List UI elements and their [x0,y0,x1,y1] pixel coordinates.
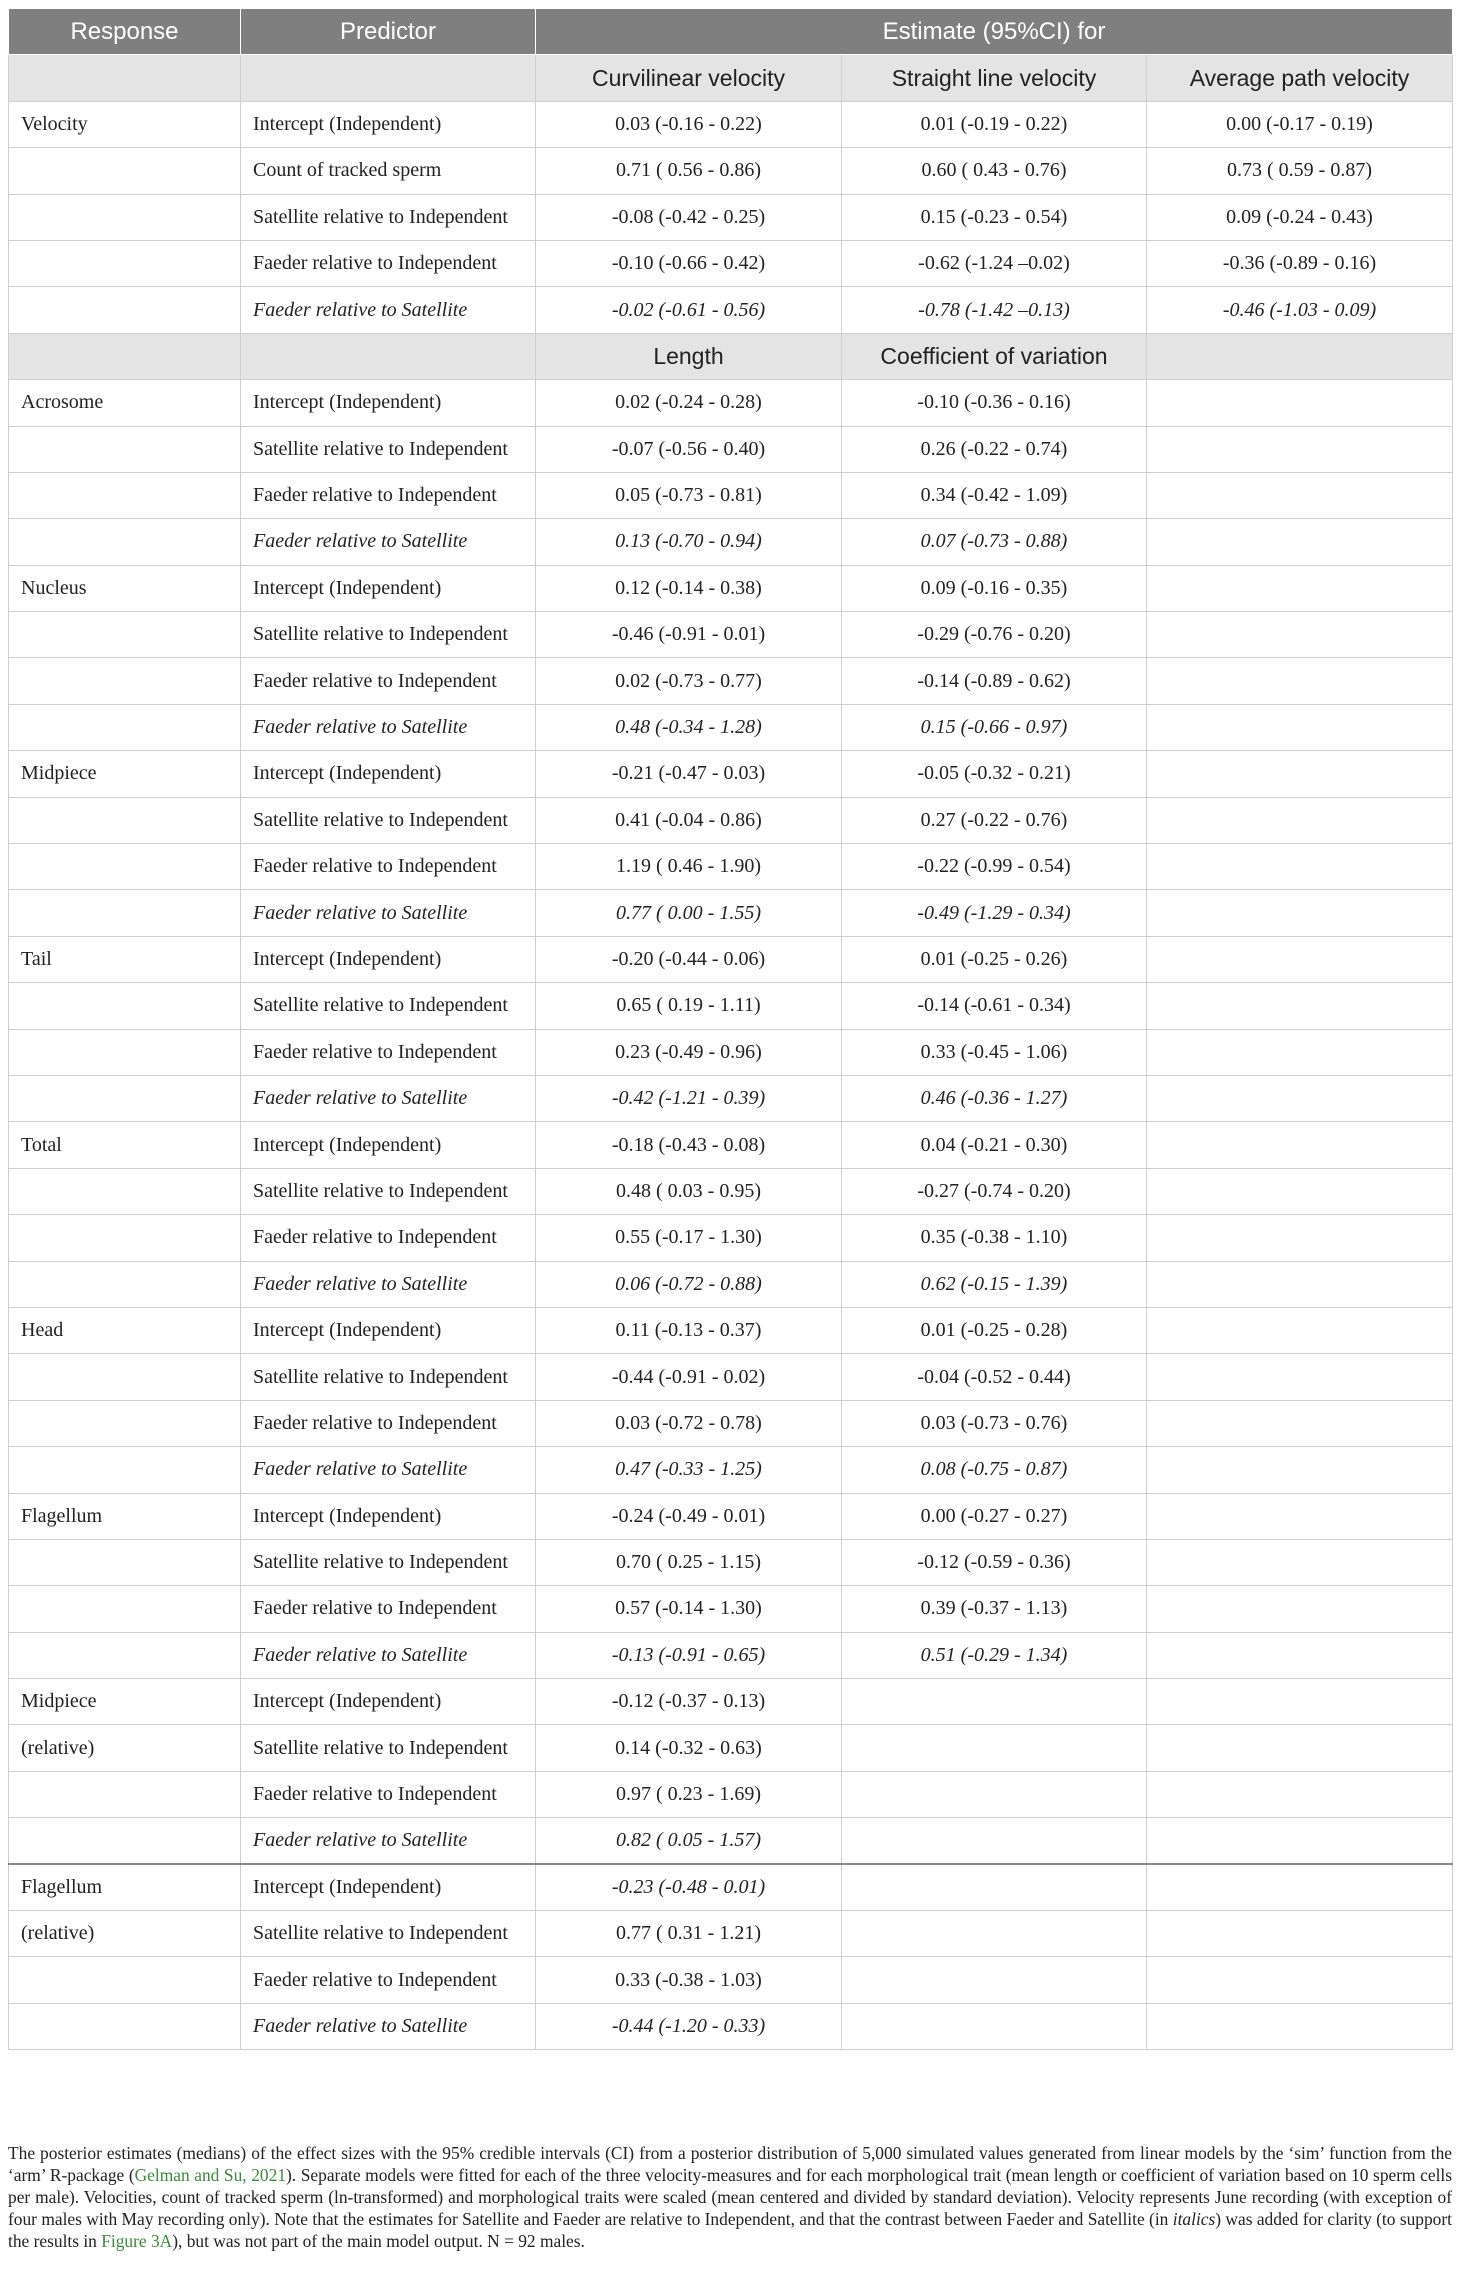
predictor-cell: Satellite relative to Independent [241,983,536,1029]
estimate-cell [1147,1539,1453,1585]
estimate-cell: 0.11 (-0.13 - 0.37) [536,1307,842,1353]
table-row [9,1354,1453,1400]
response-cell [9,983,241,1029]
estimate-cell: -0.42 (-1.21 - 0.39) [536,1075,842,1121]
subheader-measure: Coefficient of variation [842,333,1147,379]
table-row [9,1586,1453,1632]
estimate-cell [1147,565,1453,611]
estimate-cell: 0.00 (-0.27 - 0.27) [842,1493,1147,1539]
estimate-cell: 0.15 (-0.23 - 0.54) [842,194,1147,240]
estimate-cell [1147,1075,1453,1121]
predictor-cell: Intercept (Independent) [241,1307,536,1353]
table-row [9,658,1453,704]
estimate-cell: 0.01 (-0.25 - 0.26) [842,936,1147,982]
predictor-cell: Count of tracked sperm [241,148,536,194]
estimate-cell: 0.77 ( 0.00 - 1.55) [536,890,842,936]
estimate-cell [1147,1725,1453,1771]
footnote-italic-word: italics [1172,2209,1216,2229]
estimate-cell: -0.21 (-0.47 - 0.03) [536,751,842,797]
estimate-cell: 0.70 ( 0.25 - 1.15) [536,1539,842,1585]
footnote-text: ) was added for clarity (to support the results in [8,2209,1453,2251]
response-cell [9,1261,241,1307]
estimate-cell [1147,1307,1453,1353]
estimate-cell [1147,1493,1453,1539]
estimate-cell: 0.03 (-0.73 - 0.76) [842,1400,1147,1446]
table-header-row [9,9,1453,55]
predictor-cell: Faeder relative to Satellite [241,1075,536,1121]
estimate-cell [1147,426,1453,472]
estimate-cell: 0.26 (-0.22 - 0.74) [842,426,1147,472]
estimate-cell [1147,1771,1453,1817]
response-cell [9,1818,241,1864]
estimate-cell: -0.08 (-0.42 - 0.25) [536,194,842,240]
predictor-cell: Intercept (Independent) [241,1493,536,1539]
estimate-cell: 0.46 (-0.36 - 1.27) [842,1075,1147,1121]
table-row [9,1215,1453,1261]
estimate-cell: 0.27 (-0.22 - 0.76) [842,797,1147,843]
table-row [9,1122,1453,1168]
table-row [9,1400,1453,1446]
estimate-cell [1147,1400,1453,1446]
predictor-cell: Satellite relative to Independent [241,797,536,843]
table-row [9,983,1453,1029]
predictor-cell: Intercept (Independent) [241,936,536,982]
estimate-cell [842,1864,1147,1910]
estimate-cell: -0.27 (-0.74 - 0.20) [842,1168,1147,1214]
estimate-cell: -0.22 (-0.99 - 0.54) [842,844,1147,890]
table-row [9,751,1453,797]
estimate-cell [842,1725,1147,1771]
table-row [9,612,1453,658]
estimate-cell: 0.13 (-0.70 - 0.94) [536,519,842,565]
estimate-cell [1147,1215,1453,1261]
estimate-cell [1147,1168,1453,1214]
header-response: Response [9,9,241,55]
estimate-cell: -0.02 (-0.61 - 0.56) [536,287,842,333]
estimate-cell: 0.02 (-0.73 - 0.77) [536,658,842,704]
response-cell [9,1075,241,1121]
estimate-cell: 0.48 (-0.34 - 1.28) [536,704,842,750]
estimate-cell: -0.12 (-0.37 - 0.13) [536,1679,842,1725]
estimate-cell: 0.02 (-0.24 - 0.28) [536,380,842,426]
table-row [9,1632,1453,1678]
estimate-cell [1147,1261,1453,1307]
estimate-cell: 0.05 (-0.73 - 0.81) [536,472,842,518]
table-row [9,1957,1453,2003]
table-row [9,148,1453,194]
response-cell [9,287,241,333]
column-subheader-row [9,55,1453,101]
estimate-cell [1147,1122,1453,1168]
estimate-cell [1147,890,1453,936]
estimate-cell: 0.60 ( 0.43 - 0.76) [842,148,1147,194]
estimate-cell: 0.47 (-0.33 - 1.25) [536,1447,842,1493]
estimate-cell: 0.82 ( 0.05 - 1.57) [536,1818,842,1864]
response-cell [9,1957,241,2003]
table-row [9,240,1453,286]
estimate-cell: -0.23 (-0.48 - 0.01) [536,1864,842,1910]
predictor-cell: Intercept (Independent) [241,380,536,426]
estimate-cell: -0.29 (-0.76 - 0.20) [842,612,1147,658]
subheader-measure: Length [536,333,842,379]
estimate-cell [1147,519,1453,565]
response-cell [9,890,241,936]
response-cell: Flagellum [9,1864,241,1910]
response-cell [9,844,241,890]
predictor-cell: Faeder relative to Independent [241,844,536,890]
response-cell [9,1586,241,1632]
estimate-cell [1147,797,1453,843]
estimate-cell: -0.18 (-0.43 - 0.08) [536,1122,842,1168]
estimate-cell: 0.55 (-0.17 - 1.30) [536,1215,842,1261]
estimate-cell [1147,472,1453,518]
table-row [9,936,1453,982]
subheader-measure: Straight line velocity [842,55,1147,101]
footnote-citation-link[interactable]: Gelman and Su, 2021 [134,2165,287,2185]
response-cell: Nucleus [9,565,241,611]
estimate-cell [1147,1911,1453,1957]
estimate-cell: -0.10 (-0.66 - 0.42) [536,240,842,286]
estimate-cell: -0.05 (-0.32 - 0.21) [842,751,1147,797]
estimate-cell: 0.41 (-0.04 - 0.86) [536,797,842,843]
response-cell: Velocity [9,101,241,147]
estimate-cell [842,2003,1147,2049]
estimate-cell: 0.62 (-0.15 - 1.39) [842,1261,1147,1307]
predictor-cell: Intercept (Independent) [241,565,536,611]
table-row [9,1168,1453,1214]
column-subheader-row [9,333,1453,379]
estimate-cell: -0.20 (-0.44 - 0.06) [536,936,842,982]
predictor-cell: Intercept (Independent) [241,101,536,147]
response-cell [9,658,241,704]
response-cell [9,148,241,194]
subheader-blank [9,55,241,101]
footnote-text: The posterior estimates (medians) of the effect sizes with the 95% credible intervals (CI) from a posterior distribution of 5,000 simulated values generated from linear models by the ‘sim’ function from the ‘arm’ R-package ( [8,2143,1452,2185]
table-body [9,55,1453,2050]
estimate-cell: 0.00 (-0.17 - 0.19) [1147,101,1453,147]
subheader-blank [9,333,241,379]
estimate-cell: 0.15 (-0.66 - 0.97) [842,704,1147,750]
predictor-cell: Satellite relative to Independent [241,1911,536,1957]
footnote-text: ), but was not part of the main model output. N = 92 males. [172,2231,585,2251]
estimate-cell: 0.33 (-0.38 - 1.03) [536,1957,842,2003]
estimate-cell: -0.36 (-0.89 - 0.16) [1147,240,1453,286]
predictor-cell: Satellite relative to Independent [241,612,536,658]
estimate-cell [1147,844,1453,890]
table-row [9,1261,1453,1307]
table-row [9,380,1453,426]
predictor-cell: Satellite relative to Independent [241,1354,536,1400]
response-cell [9,519,241,565]
estimate-cell: 0.12 (-0.14 - 0.38) [536,565,842,611]
estimate-cell: -0.14 (-0.89 - 0.62) [842,658,1147,704]
estimate-cell: 0.39 (-0.37 - 1.13) [842,1586,1147,1632]
estimate-cell: 0.57 (-0.14 - 1.30) [536,1586,842,1632]
estimate-cell: 0.06 (-0.72 - 0.88) [536,1261,842,1307]
estimate-cell: -0.07 (-0.56 - 0.40) [536,426,842,472]
response-cell [9,704,241,750]
estimate-cell [1147,983,1453,1029]
response-cell [9,1354,241,1400]
subheader-measure: Average path velocity [1147,55,1453,101]
estimate-cell: -0.12 (-0.59 - 0.36) [842,1539,1147,1585]
estimate-cell [1147,1447,1453,1493]
estimate-cell: 0.35 (-0.38 - 1.10) [842,1215,1147,1261]
predictor-cell: Faeder relative to Independent [241,240,536,286]
estimate-cell: 0.65 ( 0.19 - 1.11) [536,983,842,1029]
response-cell: Midpiece [9,1679,241,1725]
table-row [9,844,1453,890]
predictor-cell: Faeder relative to Independent [241,1215,536,1261]
estimate-cell: 0.01 (-0.19 - 0.22) [842,101,1147,147]
estimate-cell: 0.03 (-0.72 - 0.78) [536,1400,842,1446]
estimate-cell [842,1957,1147,2003]
predictor-cell: Faeder relative to Independent [241,1586,536,1632]
estimate-cell [1147,658,1453,704]
predictor-cell: Faeder relative to Independent [241,1957,536,2003]
predictor-cell: Intercept (Independent) [241,1679,536,1725]
table-row [9,1539,1453,1585]
response-cell [9,797,241,843]
estimate-cell [1147,704,1453,750]
estimate-cell: 0.14 (-0.32 - 0.63) [536,1725,842,1771]
table-row [9,1771,1453,1817]
footnote-figure-link[interactable]: Figure 3A [101,2231,173,2251]
subheader-blank [241,55,536,101]
predictor-cell: Faeder relative to Independent [241,472,536,518]
estimate-cell [1147,1864,1453,1910]
estimate-cell: 0.71 ( 0.56 - 0.86) [536,148,842,194]
estimate-cell: 0.34 (-0.42 - 1.09) [842,472,1147,518]
predictor-cell: Faeder relative to Satellite [241,2003,536,2049]
estimate-cell [842,1679,1147,1725]
table-row [9,797,1453,843]
response-cell [9,1168,241,1214]
estimate-cell [1147,380,1453,426]
response-cell: Midpiece [9,751,241,797]
response-cell [9,1447,241,1493]
response-cell [9,1400,241,1446]
estimate-cell [1147,1586,1453,1632]
estimate-cell: 0.04 (-0.21 - 0.30) [842,1122,1147,1168]
table-row [9,704,1453,750]
table-row [9,287,1453,333]
table-row [9,519,1453,565]
response-cell: (relative) [9,1725,241,1771]
estimate-cell: -0.49 (-1.29 - 0.34) [842,890,1147,936]
estimate-cell: 0.48 ( 0.03 - 0.95) [536,1168,842,1214]
estimate-cell: -0.46 (-0.91 - 0.01) [536,612,842,658]
estimate-cell: -0.14 (-0.61 - 0.34) [842,983,1147,1029]
predictor-cell: Faeder relative to Satellite [241,1261,536,1307]
estimate-cell: 0.77 ( 0.31 - 1.21) [536,1911,842,1957]
predictor-cell: Intercept (Independent) [241,1122,536,1168]
estimate-cell [1147,1354,1453,1400]
table-row [9,890,1453,936]
response-cell: Tail [9,936,241,982]
estimate-cell: 0.97 ( 0.23 - 1.69) [536,1771,842,1817]
predictor-cell: Faeder relative to Satellite [241,287,536,333]
estimate-cell [1147,612,1453,658]
subheader-blank [1147,333,1453,379]
estimate-cell: -0.44 (-0.91 - 0.02) [536,1354,842,1400]
predictor-cell: Faeder relative to Independent [241,658,536,704]
estimate-cell [1147,2003,1453,2049]
predictor-cell: Faeder relative to Satellite [241,1818,536,1864]
response-cell [9,1215,241,1261]
table-row [9,1029,1453,1075]
estimate-cell: 0.09 (-0.24 - 0.43) [1147,194,1453,240]
response-cell [9,2003,241,2049]
subheader-measure: Curvilinear velocity [536,55,842,101]
response-cell: Flagellum [9,1493,241,1539]
response-cell: (relative) [9,1911,241,1957]
table-row [9,1307,1453,1353]
response-cell [9,426,241,472]
estimate-cell [1147,1957,1453,2003]
predictor-cell: Satellite relative to Independent [241,426,536,472]
response-cell: Acrosome [9,380,241,426]
response-cell [9,240,241,286]
estimate-cell: -0.10 (-0.36 - 0.16) [842,380,1147,426]
table-row [9,194,1453,240]
predictor-cell: Satellite relative to Independent [241,194,536,240]
estimate-cell: 0.23 (-0.49 - 0.96) [536,1029,842,1075]
table-row [9,1679,1453,1725]
estimate-cell: -0.13 (-0.91 - 0.65) [536,1632,842,1678]
estimate-cell [842,1911,1147,1957]
predictor-cell: Faeder relative to Independent [241,1029,536,1075]
predictor-cell: Faeder relative to Satellite [241,1632,536,1678]
estimate-cell: -0.24 (-0.49 - 0.01) [536,1493,842,1539]
response-cell [9,1771,241,1817]
table-row [9,426,1453,472]
table-row [9,472,1453,518]
subheader-blank [241,333,536,379]
table-row [9,565,1453,611]
predictor-cell: Faeder relative to Satellite [241,519,536,565]
estimate-cell: -0.44 (-1.20 - 0.33) [536,2003,842,2049]
estimate-cell [1147,936,1453,982]
predictor-cell: Faeder relative to Satellite [241,1447,536,1493]
estimate-cell: 0.33 (-0.45 - 1.06) [842,1029,1147,1075]
predictor-cell: Satellite relative to Independent [241,1168,536,1214]
predictor-cell: Faeder relative to Independent [241,1771,536,1817]
estimate-cell [1147,751,1453,797]
table-row [9,1075,1453,1121]
table-row [9,101,1453,147]
table-row [9,1725,1453,1771]
predictor-cell: Satellite relative to Independent [241,1539,536,1585]
estimate-cell [842,1818,1147,1864]
table-row [9,1911,1453,1957]
footnote-text: ). Separate models were fitted for each of the three velocity-measures and for each morphological trait (mean length or coefficient of variation based on 10 sperm cells per male). Velocities, count of tracked sperm (ln-transformed) and morphological traits were scaled (mean centered and divided by standard deviation). Velocity represents June recording (with exception of four males with May recording only). Note that the estimates for Satellite and Faeder are relative to Independent, and that the contrast between Faeder and Satellite (in [8,2165,1452,2229]
response-cell: Head [9,1307,241,1353]
estimate-cell [1147,1818,1453,1864]
predictor-cell: Intercept (Independent) [241,1864,536,1910]
predictor-cell: Faeder relative to Independent [241,1400,536,1446]
results-table-container [8,8,1452,2050]
estimate-cell: 0.73 ( 0.59 - 0.87) [1147,148,1453,194]
estimate-cell [1147,1029,1453,1075]
table-row [9,1864,1453,1910]
predictor-cell: Faeder relative to Satellite [241,704,536,750]
response-cell [9,472,241,518]
estimate-cell [1147,1679,1453,1725]
estimates-table [8,8,1453,2050]
estimate-cell: 0.03 (-0.16 - 0.22) [536,101,842,147]
header-predictor: Predictor [241,9,536,55]
response-cell [9,194,241,240]
header-estimate: Estimate (95%CI) for [536,9,1453,55]
estimate-cell: -0.62 (-1.24 –0.02) [842,240,1147,286]
estimate-cell [842,1771,1147,1817]
response-cell [9,612,241,658]
response-cell [9,1632,241,1678]
estimate-cell: 0.08 (-0.75 - 0.87) [842,1447,1147,1493]
estimate-cell: -0.78 (-1.42 –0.13) [842,287,1147,333]
table-row [9,1493,1453,1539]
predictor-cell: Intercept (Independent) [241,751,536,797]
predictor-cell: Faeder relative to Satellite [241,890,536,936]
predictor-cell: Satellite relative to Independent [241,1725,536,1771]
estimate-cell: 1.19 ( 0.46 - 1.90) [536,844,842,890]
table-row [9,2003,1453,2049]
table-footnote [8,2142,1452,2252]
estimate-cell: -0.04 (-0.52 - 0.44) [842,1354,1147,1400]
estimate-cell: 0.51 (-0.29 - 1.34) [842,1632,1147,1678]
response-cell [9,1029,241,1075]
table-row [9,1447,1453,1493]
estimate-cell: 0.01 (-0.25 - 0.28) [842,1307,1147,1353]
response-cell [9,1539,241,1585]
response-cell: Total [9,1122,241,1168]
estimate-cell: 0.09 (-0.16 - 0.35) [842,565,1147,611]
estimate-cell: -0.46 (-1.03 - 0.09) [1147,287,1453,333]
table-row [9,1818,1453,1864]
estimate-cell: 0.07 (-0.73 - 0.88) [842,519,1147,565]
estimate-cell [1147,1632,1453,1678]
